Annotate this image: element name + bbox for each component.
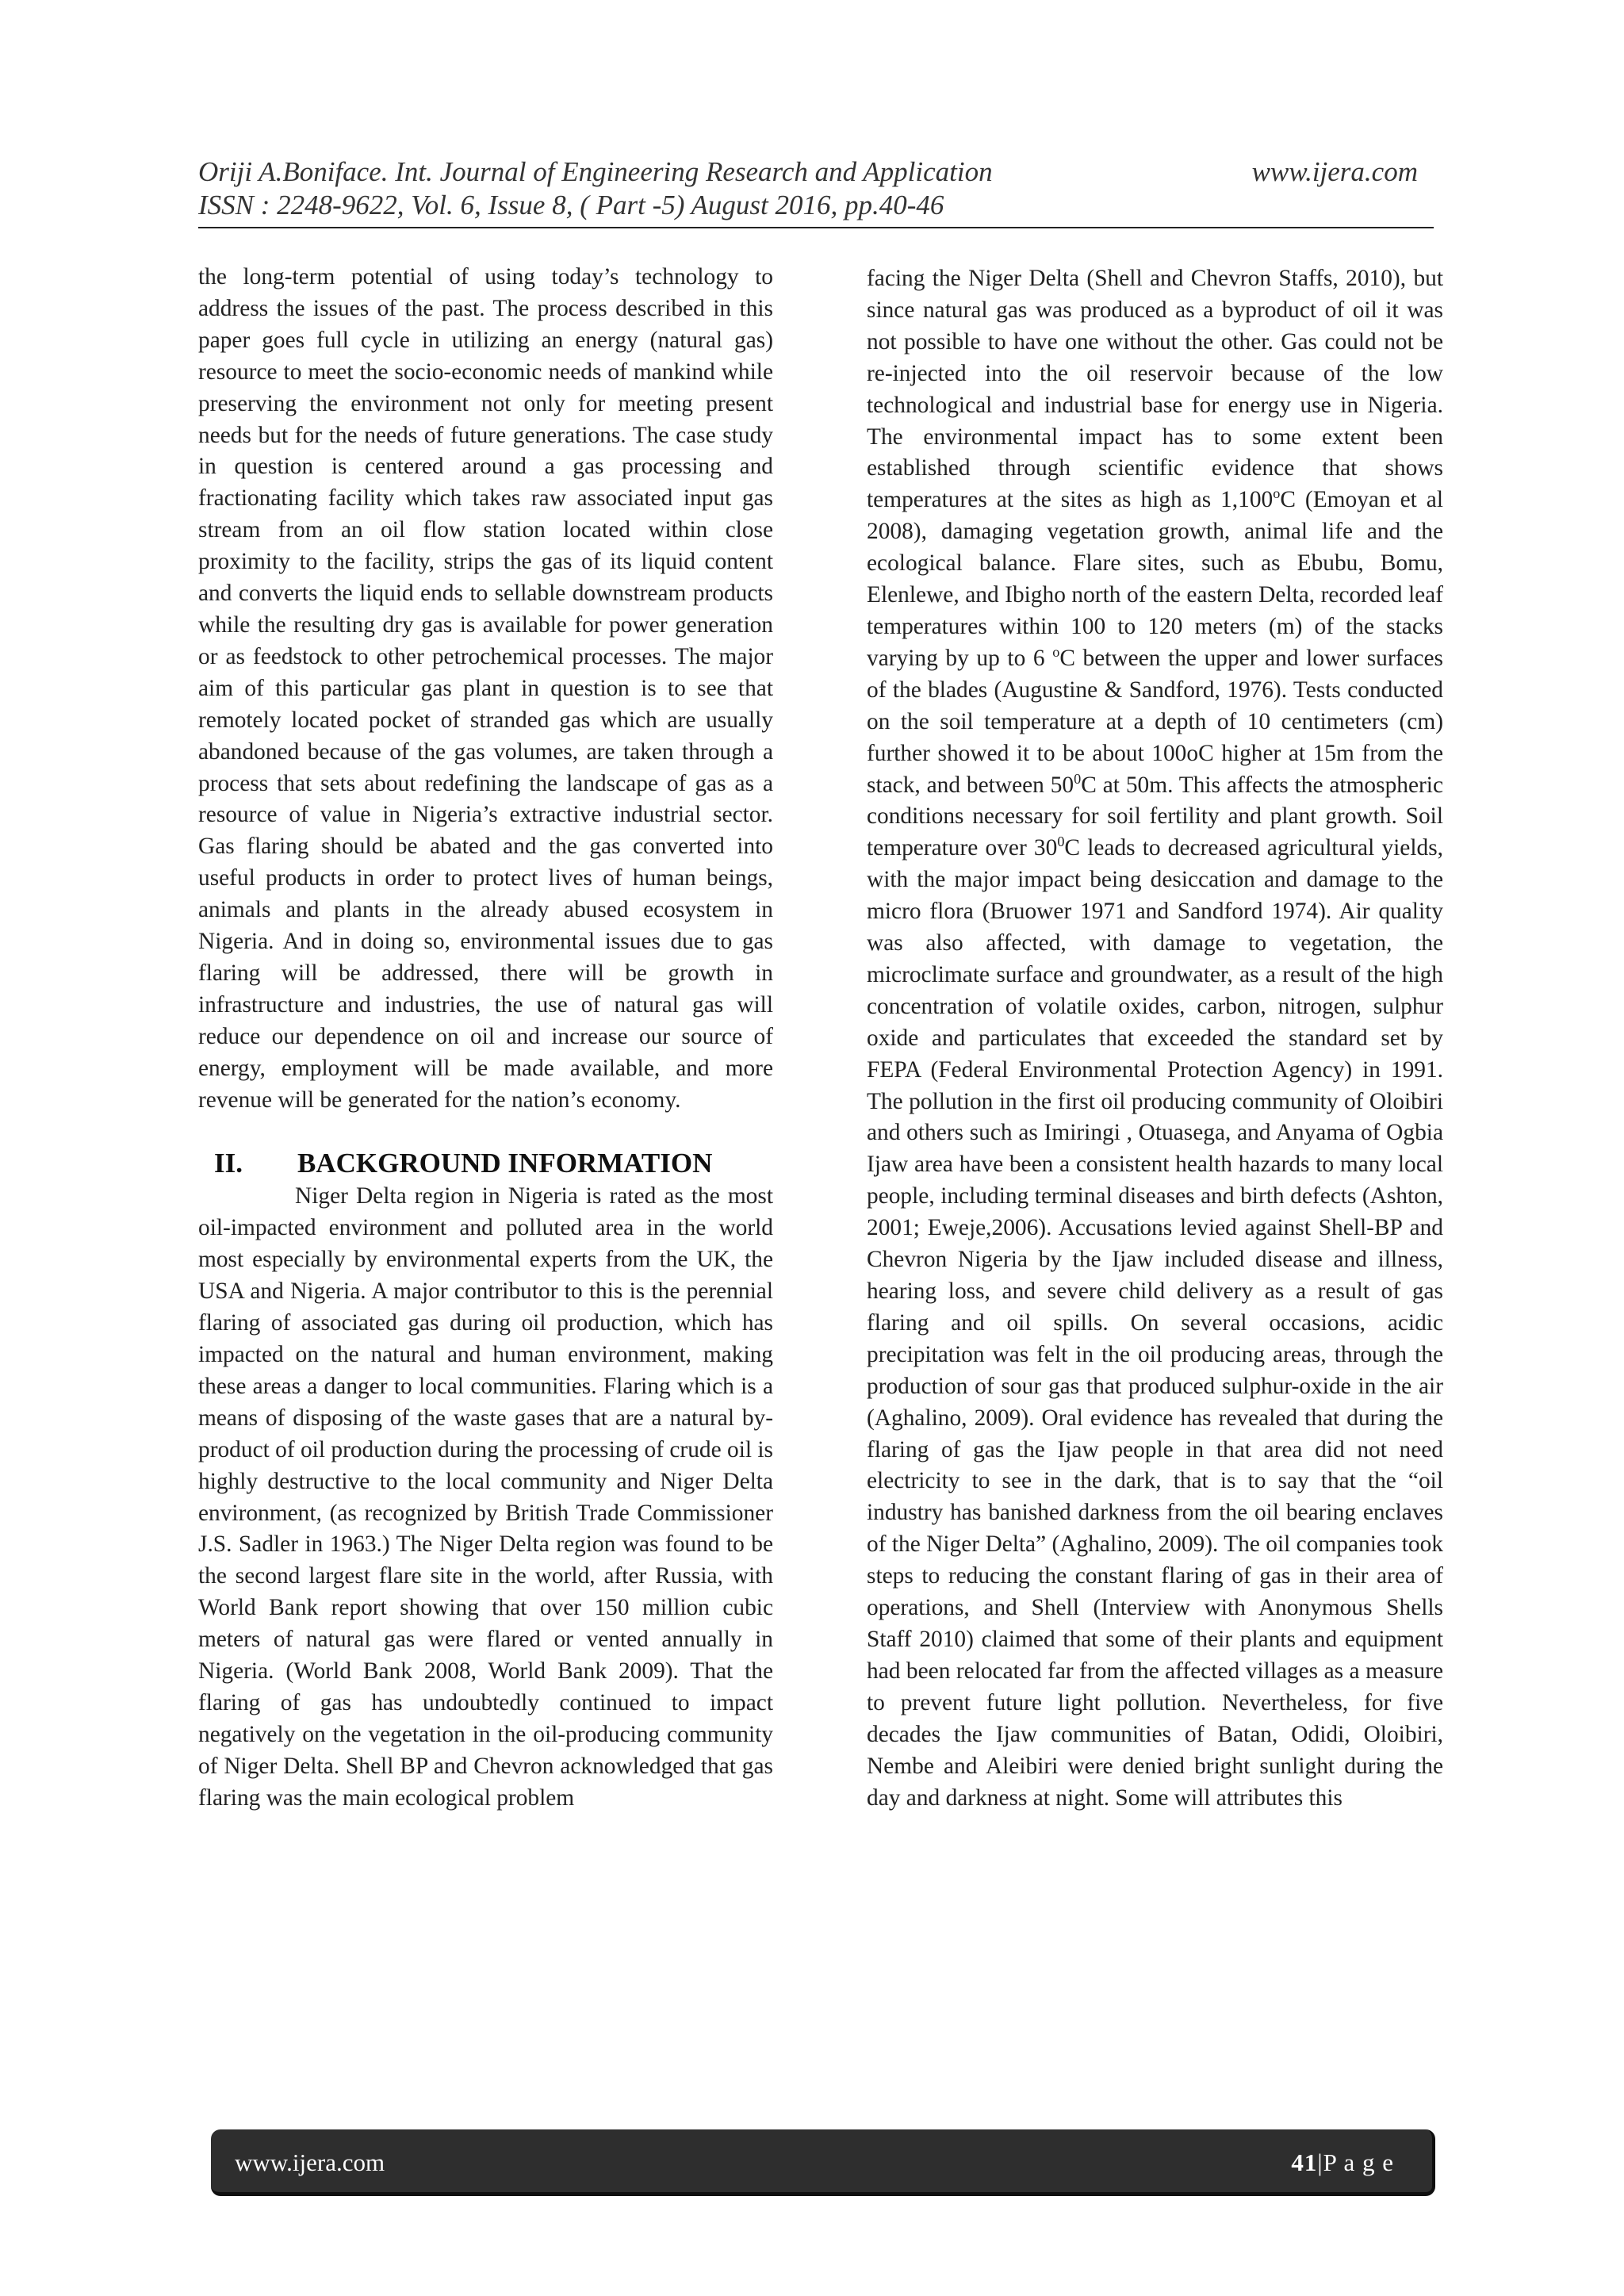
body-paragraph-2: Niger Delta region in Nigeria is rated as the most oil-impacted environment and polluted area in the world most especially by environmental experts from the UK, the USA and Nigeria. A major contributor to this is the perennial flaring of associated gas during oil production, which has impacted on the natural and human environment, making these areas a danger to local communities. Flaring which is a means of disposing of the waste gases that are a natural by-product of oil production during the processing of crude oil is highly destructive to the local community and Niger Delta environment, (as recognized by British Trade Commissioner J.S. Sadler in 1963.) The Niger Delta region was found to be the second largest flare site in the world, after Russia, with World Bank report showing that over 150 million cubic meters of natural gas were flared or vented annually in Nigeria. (World Bank 2008, World Bank 2009). That the flaring of gas has undoubtedly continued to impact negatively on the vegetation in the oil-producing community of Niger Delta. Shell BP and Chevron acknowledged that gas flaring was the main ecological problem <box>198 1183 773 1811</box>
running-header <box>198 155 1426 222</box>
superscript: o <box>1273 485 1281 502</box>
page-suffix: |P a g e <box>1317 2148 1394 2176</box>
superscript: 0 <box>1074 770 1082 787</box>
body-paragraph-3 <box>867 263 1443 1814</box>
text-segment: C (Emoyan et al 2008), damaging vegetation growth, animal life and the ecological balance. Flare sites, such as Ebubu, Bomu, Elenlewe, and Ibigho north of the eastern Delta, recorded leaf temperatures within 100 to 120 meters (m) of the stacks varying by up to 6 <box>867 487 1443 671</box>
header-divider <box>198 227 1434 228</box>
superscript: 0 <box>1057 834 1065 850</box>
page-number: 41 <box>1291 2148 1318 2176</box>
section-number: II. <box>214 1148 243 1179</box>
journal-citation: Oriji A.Boniface. Int. Journal of Engineering Research and Application <box>198 156 993 187</box>
left-column <box>198 262 773 2102</box>
text-segment: facing the Niger Delta (Shell and Chevron Staffs, 2010), but since natural gas was produced as a byproduct of oil it was not possible to have one without the other. Gas could not be re-injected into the oil reservoir because of the low technological and industrial base for energy use in Nigeria. The environmental impact has to some extent been established through scientific evidence that shows temperatures at the sites as high as 1,100 <box>867 266 1443 513</box>
right-column <box>867 263 1443 2103</box>
footer-website-link[interactable]: www.ijera.com <box>235 2148 385 2176</box>
superscript: o <box>1052 644 1060 661</box>
header-issn-line: ISSN : 2248-9622, Vol. 6, Issue 8, ( Part -5) August 2016, pp.40-46 <box>198 190 944 220</box>
section-heading <box>198 1146 773 1181</box>
page-footer <box>211 2129 1435 2196</box>
body-paragraph-1: the long-term potential of using today’s technology to address the issues of the past. The process described in this paper goes full cycle in utilizing an energy (natural gas) resource to meet the socio-economic needs of mankind while preserving the environment not only for meeting present needs but for the needs of future generations. The case study in question is centered around a gas processing and fractionating facility which takes raw associated input gas stream from an oil flow station located within close proximity to the facility, strips the gas of its liquid content and converts the liquid ends to sellable downstream products while the resulting dry gas is available for power generation or as feedstock to other petrochemical processes. The major aim of this particular gas plant in question is to see that remotely located pocket of stranded gas which are usually abandoned because of the gas volumes, are taken through a process that sets about redefining the landscape of gas as a resource of value in Nigeria’s extractive industrial sector. Gas flaring should be abated and the gas converted into useful products in order to protect lives of human beings, animals and plants in the already abused ecosystem in Nigeria. And in doing so, environmental issues due to gas flaring will be addressed, there will be growth in infrastructure and industries, the use of natural gas will reduce our dependence on oil and increase our source of energy, employment will be made available, and more revenue will be generated for the nation’s economy. <box>198 264 773 1113</box>
section-title: BACKGROUND INFORMATION <box>297 1148 713 1179</box>
header-line-1 <box>198 155 1426 189</box>
text-segment: C at 50m. This affects the atmospheric conditions necessary for soil fertility and plant growth. Soil temperature over 30 <box>867 772 1443 861</box>
text-segment: C leads to decreased agricultural yields, with the major impact being desiccation and damage to the micro flora (Bruower 1971 and Sandford 1974). Air quality was also affected, with damage to vegetation, the microclimate surface and groundwater, as a result of the high concentration of volatile oxides, carbon, nitrogen, sulphur oxide and particulates that exceeded the standard set by FEPA (Federal Environmental Protection Agency) in 1991. The pollution in the first oil producing community of Oloibiri and others such as Imiringi , Otuasega, and Anyama of Ogbia Ijaw area have been a consistent health hazards to many local people, including terminal diseases and birth defects (Ashton, 2001; Eweje,2006). Accusations levied against Shell-BP and Chevron Nigeria by the Ijaw included disease and illness, hearing loss, and severe child delivery as a result of gas flaring and oil spills. On several occasions, acidic precipitation was felt in the oil producing areas, through the production of sour gas that produced sulphur-oxide in the air (Aghalino, 2009). Oral evidence has revealed that during the flaring of gas the Ijaw people in that area did not need electricity to see in the dark, that is to say that the “oil industry has banished darkness from the oil bearing enclaves of the Niger Delta” (Aghalino, 2009). The oil companies took steps to reducing the constant flaring of gas in their area of operations, and Shell (Interview with Anonymous Shells Staff 2010) claimed that some of their plants and equipment had been relocated far from the affected villages as a measure to prevent future light pollution. Nevertheless, for five decades the Ijaw communities of Batan, Odidi, Oloibiri, Nembe and Aleibiri were denied bright sunlight during the day and darkness at night. Some will attributes this <box>867 835 1443 1811</box>
text-segment: C between the upper and lower surfaces of the blades (Augustine & Sandford, 1976). Tests conducted on the soil temperature at a depth of 10 centimeters (cm) further showed it to be about 100oC higher at 15m from the stack, and between 50 <box>867 645 1443 798</box>
header-website-link[interactable]: www.ijera.com <box>1251 156 1418 187</box>
footer-page-label <box>1291 2129 1394 2196</box>
